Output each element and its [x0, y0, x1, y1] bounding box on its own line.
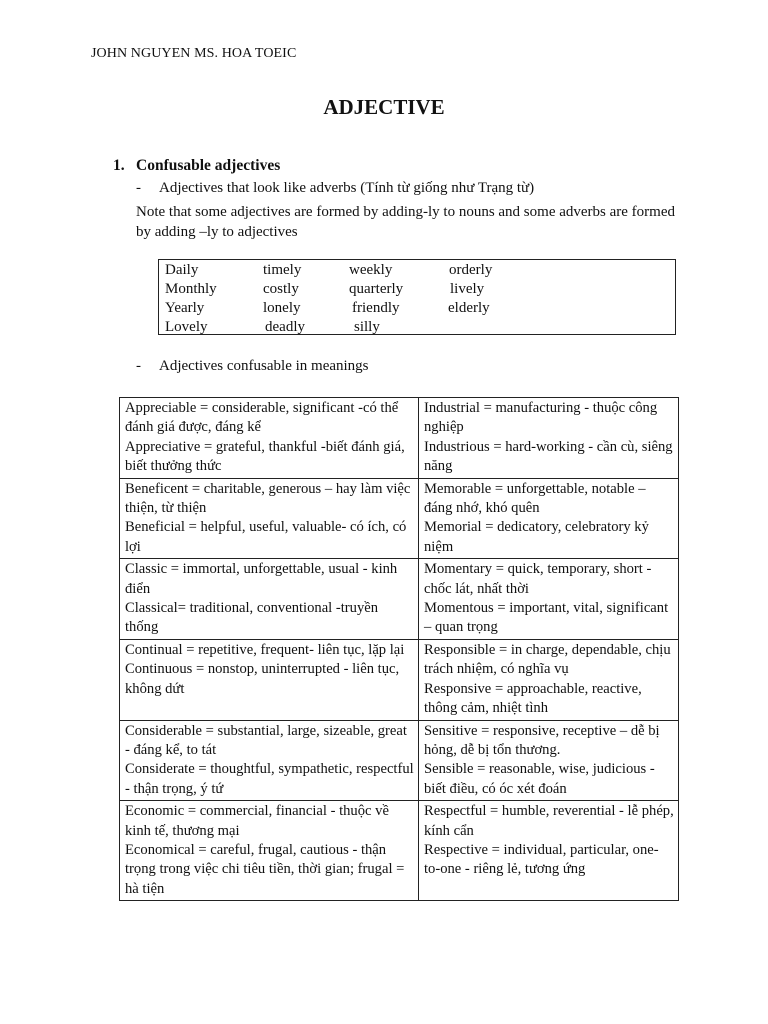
entry-text: Respectful = humble, reverential - lễ phép, kính cẩn	[424, 803, 674, 839]
word-cell: deadly	[265, 319, 305, 335]
entry-text: Considerable = substantial, large, sizeable, great - đáng kể, to tát	[125, 722, 407, 758]
entry-text: Memorable = unforgettable, notable – đáng nhớ, khó quên	[424, 480, 646, 517]
table-row	[120, 478, 679, 559]
entry-text: Appreciative = grateful, thankful -biết đánh giá, biết thưởng thức	[125, 438, 405, 475]
entry-text: Economical = careful, frugal, cautious - thận trọng trong việc chi tiêu tiền, thời gian; frugal = hà tiện	[125, 841, 405, 897]
table-cell	[120, 559, 419, 640]
word-cell: elderly	[448, 300, 490, 316]
word-cell: Yearly	[165, 300, 205, 316]
entry-text: Respective = individual, particular, one-to-one - riêng lẻ, tương ứng	[424, 841, 659, 878]
word-cell: Lovely	[165, 319, 208, 335]
entry-text: Continuous = nonstop, uninterrupted - liên tục, không dứt	[125, 661, 400, 697]
table-cell	[120, 639, 419, 720]
bullet-confusable-meanings: Adjectives confusable in meanings	[159, 358, 369, 374]
table-row	[120, 801, 679, 901]
word-cell: timely	[263, 262, 302, 278]
entry-text: Responsible = in charge, dependable, chịu trách nhiệm, có nghĩa vụ	[424, 641, 671, 678]
section-title: Confusable adjectives	[136, 157, 281, 174]
entry-text: Beneficial = helpful, useful, valuable- có ích, có lợi	[125, 519, 407, 555]
page-title: ADJECTIVE	[323, 95, 445, 119]
word-cell: silly	[354, 319, 380, 335]
word-cell: Monthly	[165, 281, 217, 297]
entry-text: Momentary = quick, temporary, short - chốc lát, nhất thời	[424, 561, 652, 597]
word-cell: Daily	[165, 262, 199, 278]
table-cell	[419, 398, 679, 479]
entry-text: Sensible = reasonable, wise, judicious - biết điều, có óc xét đoán	[424, 761, 655, 797]
table-cell	[419, 559, 679, 640]
table-cell	[120, 478, 419, 559]
entry-text: Continual = repetitive, frequent- liên tục, lặp lại	[125, 641, 405, 658]
section-number: 1.	[113, 157, 125, 174]
entry-text: Beneficent = charitable, generous – hay làm việc thiện, từ thiện	[125, 480, 411, 517]
table-cell	[120, 720, 419, 801]
document-header: JOHN NGUYEN MS. HOA TOEIC	[91, 46, 297, 61]
table-cell	[419, 639, 679, 720]
word-cell: quarterly	[349, 281, 404, 297]
entry-text: Appreciable = considerable, significant -có thể đánh giá được, đáng kể	[125, 400, 399, 436]
table-cell	[419, 720, 679, 801]
table-row	[120, 639, 679, 720]
word-cell: costly	[263, 281, 299, 297]
table-cell	[419, 801, 679, 901]
table-cell	[120, 801, 419, 901]
entry-text: Industrial = manufacturing - thuộc công nghiệp	[424, 400, 658, 436]
note-paragraph: Note that some adjectives are formed by adding-ly to nouns and some adverbs are formed by adding –ly to adjectives	[136, 204, 675, 240]
word-cell: lively	[450, 281, 485, 297]
table-cell	[120, 398, 419, 479]
entry-text: Memorial = dedicatory, celebratory kỷ niệm	[424, 519, 649, 555]
table-row	[120, 720, 679, 801]
entry-text: Momentous = important, vital, significant – quan trọng	[424, 600, 669, 636]
word-cell: friendly	[352, 300, 400, 316]
bullet-dash: -	[136, 180, 141, 196]
entry-text: Responsive = approachable, reactive, thông cảm, nhiệt tình	[424, 680, 642, 717]
word-cell: orderly	[449, 262, 493, 278]
entry-text: Sensitive = responsive, receptive – dễ bị hỏng, dễ bị tổn thương.	[424, 722, 660, 758]
bullet-dash: -	[136, 358, 141, 374]
entry-text: Industrious = hard-working - cần cù, siêng năng	[424, 438, 673, 475]
entry-text: Considerate = thoughtful, sympathetic, respectful - thận trọng, ý tứ	[125, 761, 414, 797]
entry-text: Economic = commercial, financial - thuộc về kinh tế, thương mại	[125, 803, 389, 839]
entry-text: Classical= traditional, conventional -truyền thống	[125, 600, 379, 636]
bullet-look-like-adverbs: Adjectives that look like adverbs (Tính từ giống như Trạng từ)	[159, 180, 535, 196]
confusable-meanings-table	[119, 397, 679, 901]
table-row	[120, 559, 679, 640]
entry-text: Classic = immortal, unforgettable, usual - kinh điển	[125, 561, 398, 597]
word-cell: weekly	[349, 262, 393, 278]
table-cell	[419, 478, 679, 559]
table-row	[120, 398, 679, 479]
adjective-word-grid	[158, 259, 676, 335]
word-cell: lonely	[263, 300, 301, 316]
